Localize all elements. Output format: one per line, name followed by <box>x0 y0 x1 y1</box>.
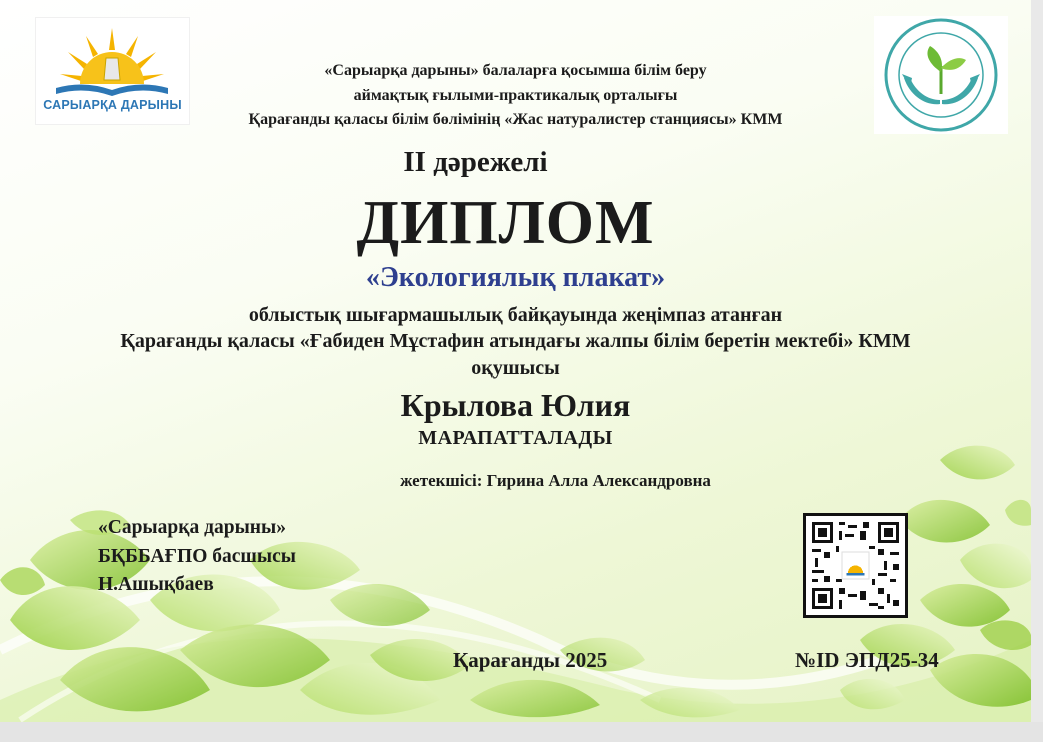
page-bottom-shadow <box>0 722 1043 742</box>
awarded-text: МАРАПАТТАЛАДЫ <box>418 427 613 449</box>
contest-title: «Экологиялық плакат» <box>365 262 666 293</box>
org-line-1: «Сарыарқа дарыны» балаларға қосымша білім беру <box>324 62 707 79</box>
award-text-line-1: облыстық шығармашылық байқауында жеңімпаз атанған <box>248 304 783 326</box>
org-line-2: аймақтық ғылыми-практикалық орталығы <box>353 87 678 104</box>
qr-code[interactable] <box>803 513 908 618</box>
diploma-title: ДИПЛОМ <box>356 189 655 257</box>
signature-line-1: «Сарыарқа дарыны» <box>98 517 287 538</box>
document-id: №ID ЭПД25-34 <box>795 648 939 672</box>
org-line-3: Қарағанды қаласы білім бөлімінің «Жас натуралистер станциясы» КММ <box>248 111 783 128</box>
logo-left-text: САРЫАРҚА ДАРЫНЫ <box>43 98 182 112</box>
city-year: Қарағанды 2025 <box>453 648 608 672</box>
signature-line-2: БҚББАҒПО басшысы <box>98 546 296 567</box>
signature-line-3: Н.Ашықбаев <box>98 574 214 595</box>
page-edge-shadow <box>1031 0 1043 722</box>
qr-code-icon <box>806 516 905 615</box>
student-name: Крылова Юлия <box>400 387 631 423</box>
award-text-line-3: оқушысы <box>471 357 560 379</box>
diploma-degree: II дәрежелі <box>403 146 548 178</box>
supervisor-text: жетекшісі: Гирина Алла Александровна <box>400 471 711 490</box>
award-text-line-2: Қарағанды қаласы «Ғабиден Мұстафин атындағы жалпы білім беретін мектебі» КММ <box>120 330 911 352</box>
